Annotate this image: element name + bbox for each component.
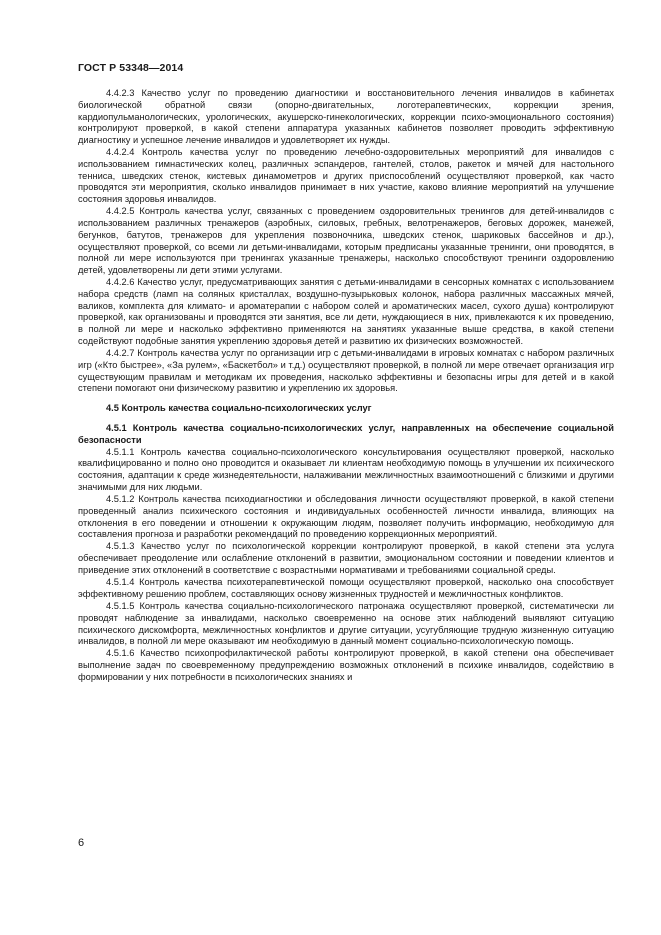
document-body <box>78 88 614 684</box>
paragraph-4-5-1-2: 4.5.1.2 Контроль качества психодиагностики и обследования личности осуществляют проверкой, в какой степени проведенный анализ психического состояния и индивидуальных особенностей личности инвалида, влияющих на отклонения в его поведении и отношении к окружающим людям, позволяет получить информацию, необходимую для составления прогноза и разработки рекомендаций по проведению коррекционных мероприятий. <box>78 494 614 540</box>
section-heading-4-5: 4.5 Контроль качества социально-психологических услуг <box>106 403 372 414</box>
paragraph-4-4-2-6: 4.4.2.6 Качество услуг, предусматривающих занятия с детьми-инвалидами в сенсорных комнатах с использованием набора средств (ламп на соляных кристаллах, воздушно-пузырьковых колонок, набора различных массажных мячей, валиков, комплекта для климато- и ароматерапии с набором солей и ароматических масел, сухого душа) контролируют проверкой, как организованы и проводятся эти занятия, все ли дети, нуждающиеся в них, привлекаются к их проведению, в полной ли мере и насколько эффективно применяются на занятиях указанные выше средства, в какой степени содействуют подобные занятия укреплению здоровья детей и развитию их физических возможностей. <box>78 277 614 346</box>
page-number: 6 <box>78 837 85 849</box>
paragraph-4-4-2-7: 4.4.2.7 Контроль качества услуг по организации игр с детьми-инвалидами в игровых комнатах с набором различных игр («Кто быстрее», «За рулем», «Баскетбол» и т.д.) осуществляют проверкой, в полной ли мере отвечает организация игр существующим правилам и методикам их проведения, насколько эффективны и безопасны игры для детей и в какой степени помогают они физическому развитию и укреплению их здоровья. <box>78 348 614 394</box>
paragraph-4-5-1-1: 4.5.1.1 Контроль качества социально-психологического консультирования осуществляют проверкой, насколько квалифицированно и полно оно проводится и оказывает ли клиентам необходимую помощь в улучшении их психического состояния, адаптации к среде жизнедеятельности, налаживании межличностных взаимоотношений с близкими и другими значимыми для них людьми. <box>78 446 614 492</box>
subsection-heading-4-5-1: 4.5.1 Контроль качества социально-психологических услуг, направленных на обеспечение социальной безопасности <box>78 422 614 445</box>
paragraph-4-4-2-4: 4.4.2.4 Контроль качества услуг по проведению лечебно-оздоровительных мероприятий для инвалидов с использованием гимнастических колец, различных эспандеров, гантелей, столов, ракеток и мячей для настольного тенниса, шведских стенок, кистевых динамометров и других приспособлений осуществляют проверкой, как часто проводятся эти мероприятия, сколько инвалидов принимает в них участие, каково влияние мероприятий на улучшение состояния здоровья инвалидов. <box>78 147 614 205</box>
paragraph-4-5-1-4: 4.5.1.4 Контроль качества психотерапевтической помощи осуществляют проверкой, насколько она способствует эффективному решению проблем, составляющих основу жизненных трудностей и межличностных конфликтов. <box>78 577 614 599</box>
paragraph-4-5-1-5: 4.5.1.5 Контроль качества социально-психологического патронажа осуществляют проверкой, систематически ли проводят наблюдение за инвалидами, насколько своевременно на основе этих наблюдений выявляют ситуацию психического дискомфорта, межличностных конфликтов и другие ситуации, усугубляющие трудную жизненную ситуацию инвалидов, в полной ли мере оказывают им необходимую в данный момент социально-психологическую помощь. <box>78 601 614 647</box>
paragraph-4-4-2-3: 4.4.2.3 Качество услуг по проведению диагностики и восстановительного лечения инвалидов в кабинетах биологической обратной связи (опорно-двигательных, логотерапевтических, коррекции зрения, кардиопульманологических, урологических, акушерско-гинекологических, коррекции психо-эмоционального состояния) контролируют проверкой, в какой степени аппаратура указанных кабинетов позволяет проводить эффективную диагностику и успешное лечение инвалидов и удовлетворяет их нужды. <box>78 88 614 145</box>
paragraph-4-5-1-6: 4.5.1.6 Качество психопрофилактической работы контролируют проверкой, в какой степени она обеспечивает выполнение задач по своевременному предупреждению возможных отклонений в психике инвалидов, содействию в формировании у них потребности в психологических знаниях и <box>78 648 614 682</box>
standard-code-header: ГОСТ Р 53348—2014 <box>78 62 184 74</box>
paragraph-4-5-1-3: 4.5.1.3 Качество услуг по психологической коррекции контролируют проверкой, в какой степени эта услуга обеспечивает преодоление или ослабление отклонений в развитии, эмоциональном состоянии и поведении клиентов и приведение этих отклонений в соответствие с возрастными нормативами и требованиями социальной среды. <box>78 541 614 575</box>
paragraph-4-4-2-5: 4.4.2.5 Контроль качества услуг, связанных с проведением оздоровительных тренингов для детей-инвалидов с использованием различных тренажеров (аэробных, силовых, гребных, велотренажеров, беговых дорожек, манежей, бегунков, батутов, тренажеров для укрепления позвоночника, шведских стенок, шариковых бассейнов и др.), осуществляют проверкой, со всеми ли детьми-инвалидами, которым предписаны указанные тренинги, они проводятся, в полной ли мере используются при тренингах указанные тренажеры, насколько способствуют тренинги оздоровлению детей, удовлетворены ли дети этими услугами. <box>78 206 614 276</box>
